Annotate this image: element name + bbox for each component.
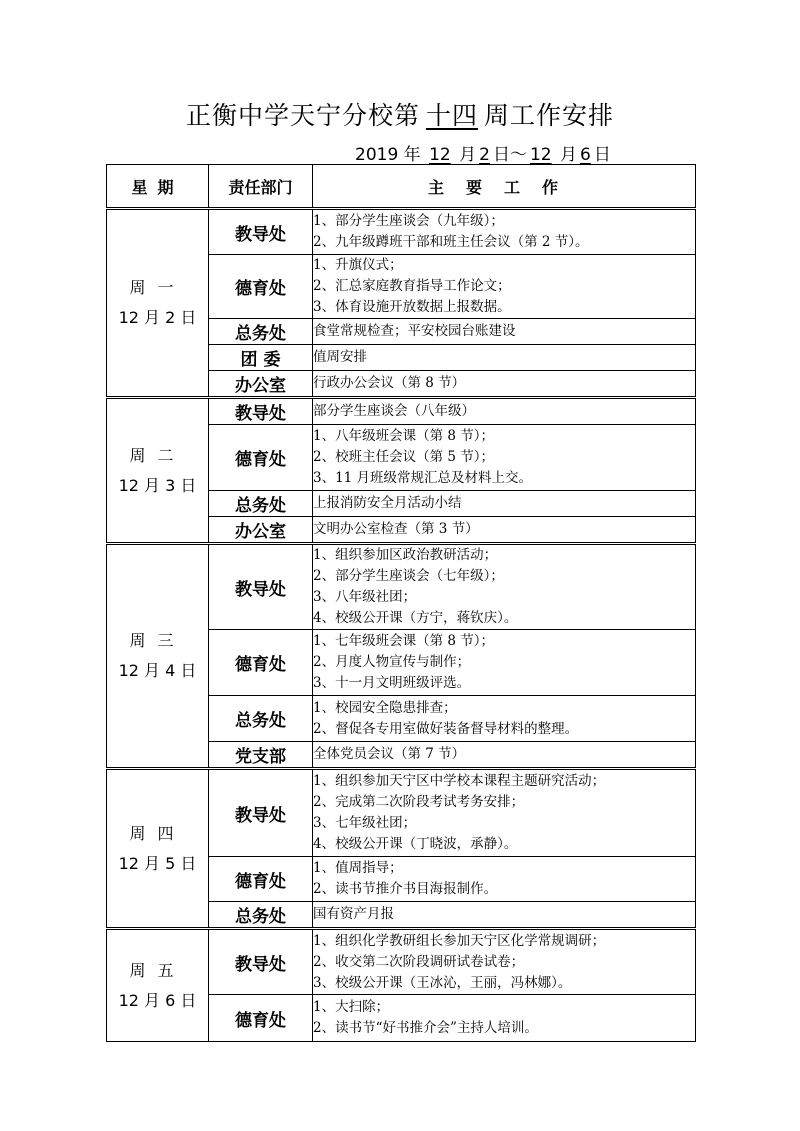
date-start-month: 12 bbox=[429, 145, 451, 165]
header-dept: 责任部门 bbox=[209, 165, 313, 209]
work-cell bbox=[313, 319, 696, 345]
dept-cell: 办公室 bbox=[209, 371, 313, 398]
dept-cell: 德育处 bbox=[209, 425, 313, 491]
work-item: 3、八年级社团； bbox=[313, 589, 417, 605]
table-row bbox=[107, 209, 696, 255]
weekday-label: 周五 bbox=[129, 960, 186, 980]
dept-cell: 总务处 bbox=[209, 319, 313, 345]
work-item: 2、收交第二次阶段调研试卷试卷； bbox=[313, 953, 525, 970]
date-range bbox=[355, 140, 611, 165]
weekday-date: 12 月 5 日 bbox=[118, 853, 197, 873]
work-cell bbox=[313, 902, 696, 929]
schedule-body bbox=[107, 209, 696, 1042]
work-item: 国有资产月报 bbox=[313, 906, 394, 922]
work-cell bbox=[313, 696, 696, 742]
weekday-label: 周二 bbox=[129, 445, 186, 465]
dept-cell: 总务处 bbox=[209, 491, 313, 517]
work-item: 1、校园安全隐患排查； bbox=[313, 699, 457, 716]
work-item: 3、11 月班级常规汇总及材料上交。 bbox=[313, 470, 533, 486]
weekday-cell bbox=[107, 769, 209, 929]
title-prefix: 正衡中学天宁分校第 bbox=[185, 101, 420, 130]
date-year: 2019 年 bbox=[355, 145, 421, 165]
work-item: 食堂常规检查；平安校园台账建设 bbox=[313, 323, 516, 339]
table-row bbox=[107, 929, 696, 995]
work-item: 2、校班主任会议（第 5 节）； bbox=[313, 449, 495, 465]
work-cell bbox=[313, 995, 696, 1042]
dept-cell: 团 委 bbox=[209, 345, 313, 371]
work-item: 3、七年级社团； bbox=[313, 815, 417, 831]
weekday-date: 12 月 3 日 bbox=[118, 475, 197, 495]
work-item: 文明办公室检查（第 3 节） bbox=[313, 521, 479, 537]
date-month-label-2: 月 bbox=[560, 145, 577, 165]
weekday-cell bbox=[107, 209, 209, 398]
work-item: 2、督促各专用室做好装备督导材料的整理。 bbox=[313, 720, 579, 737]
work-item: 2、读书节推介书目海报制作。 bbox=[313, 881, 498, 897]
work-cell bbox=[313, 857, 696, 902]
weekday-label: 周三 bbox=[129, 631, 186, 650]
work-item: 2、月度人物宣传与制作； bbox=[313, 654, 471, 670]
work-item: 全体党员会议（第 7 节） bbox=[313, 746, 466, 762]
work-item: 2、汇总家庭教育指导工作论文； bbox=[313, 278, 511, 294]
work-cell bbox=[313, 398, 696, 425]
dept-cell: 教导处 bbox=[209, 769, 313, 857]
dept-cell: 教导处 bbox=[209, 398, 313, 425]
work-item: 1、升旗仪式； bbox=[313, 257, 403, 273]
table-row bbox=[107, 398, 696, 425]
weekday-cell bbox=[107, 929, 209, 1042]
table-row bbox=[107, 769, 696, 857]
work-cell bbox=[313, 371, 696, 398]
work-item: 1、部分学生座谈会（九年级）； bbox=[313, 213, 504, 229]
dept-cell: 德育处 bbox=[209, 857, 313, 902]
work-item: 2、读书节“好书推介会”主持人培训。 bbox=[313, 1020, 538, 1036]
weekday-cell bbox=[107, 544, 209, 769]
work-cell bbox=[313, 630, 696, 696]
work-item: 4、校级公开课（丁晓波，承静）。 bbox=[313, 836, 518, 852]
header-work: 主要工作 bbox=[313, 165, 696, 209]
weekday-date: 12 月 4 日 bbox=[118, 661, 197, 680]
work-item: 3、十一月文明班级评选。 bbox=[313, 675, 471, 691]
work-cell bbox=[313, 255, 696, 319]
table-row bbox=[107, 544, 696, 630]
work-item: 上报消防安全月活动小结 bbox=[313, 495, 462, 511]
work-item: 3、体育设施开放数据上报数据。 bbox=[313, 299, 511, 315]
work-item: 1、值周指导； bbox=[313, 860, 403, 876]
work-cell bbox=[313, 345, 696, 371]
work-item: 1、组织参加区政治教研活动； bbox=[313, 547, 498, 563]
work-item: 值周安排 bbox=[313, 349, 367, 365]
title-suffix: 周工作安排 bbox=[484, 101, 615, 130]
work-item: 行政办公会议（第 8 节） bbox=[313, 375, 466, 391]
work-cell bbox=[313, 742, 696, 769]
schedule-table bbox=[106, 164, 696, 1042]
dept-cell: 德育处 bbox=[209, 995, 313, 1042]
work-cell bbox=[313, 209, 696, 255]
work-item: 1、组织化学教研组长参加天宁区化学常规调研； bbox=[313, 932, 606, 949]
dept-cell: 教导处 bbox=[209, 544, 313, 630]
dept-cell: 德育处 bbox=[209, 255, 313, 319]
work-item: 1、七年级班会课（第 8 节）； bbox=[313, 633, 495, 649]
weekday-date: 12 月 2 日 bbox=[118, 308, 197, 327]
dept-cell: 教导处 bbox=[209, 209, 313, 255]
work-item: 2、完成第二次阶段考试考务安排； bbox=[313, 794, 525, 810]
work-item: 3、校级公开课（王冰沁，王丽，冯林娜）。 bbox=[313, 974, 572, 991]
work-item: 1、八年级班会课（第 8 节）； bbox=[313, 428, 495, 444]
work-item: 1、组织参加天宁区中学校本课程主题研究活动； bbox=[313, 773, 606, 789]
dept-cell: 总务处 bbox=[209, 696, 313, 742]
weekday-cell bbox=[107, 398, 209, 544]
date-month-label-1: 月 bbox=[459, 145, 477, 165]
work-item: 4、校级公开课（方宁，蒋钦庆）。 bbox=[313, 610, 518, 626]
date-end-day: 6 bbox=[580, 145, 591, 165]
work-item: 2、部分学生座谈会（七年级）； bbox=[313, 568, 504, 584]
work-cell bbox=[313, 517, 696, 544]
work-item: 1、大扫除； bbox=[313, 999, 390, 1015]
work-item: 2、九年级蹲班干部和班主任会议（第 2 节）。 bbox=[313, 234, 589, 250]
weekday-date: 12 月 6 日 bbox=[118, 990, 197, 1010]
date-end-month: 12 bbox=[529, 145, 552, 165]
work-cell bbox=[313, 491, 696, 517]
weekday-label: 周四 bbox=[129, 823, 186, 843]
dept-cell: 德育处 bbox=[209, 630, 313, 696]
work-cell bbox=[313, 769, 696, 857]
date-day-label-2: 日 bbox=[593, 145, 611, 165]
dept-cell: 总务处 bbox=[209, 902, 313, 929]
work-item: 部分学生座谈会（八年级） bbox=[313, 403, 475, 419]
date-start-day: 2 bbox=[479, 145, 490, 165]
work-cell bbox=[313, 544, 696, 630]
dept-cell: 教导处 bbox=[209, 929, 313, 995]
title-week-number: 十四 bbox=[425, 101, 478, 130]
work-cell bbox=[313, 425, 696, 491]
header-weekday: 星期 bbox=[107, 165, 209, 209]
header-row bbox=[107, 165, 696, 209]
page-title bbox=[0, 96, 800, 132]
weekday-label: 周一 bbox=[129, 278, 186, 297]
dept-cell: 党支部 bbox=[209, 742, 313, 769]
work-cell bbox=[313, 929, 696, 995]
date-day-label-1: 日～ bbox=[492, 145, 527, 165]
dept-cell: 办公室 bbox=[209, 517, 313, 544]
